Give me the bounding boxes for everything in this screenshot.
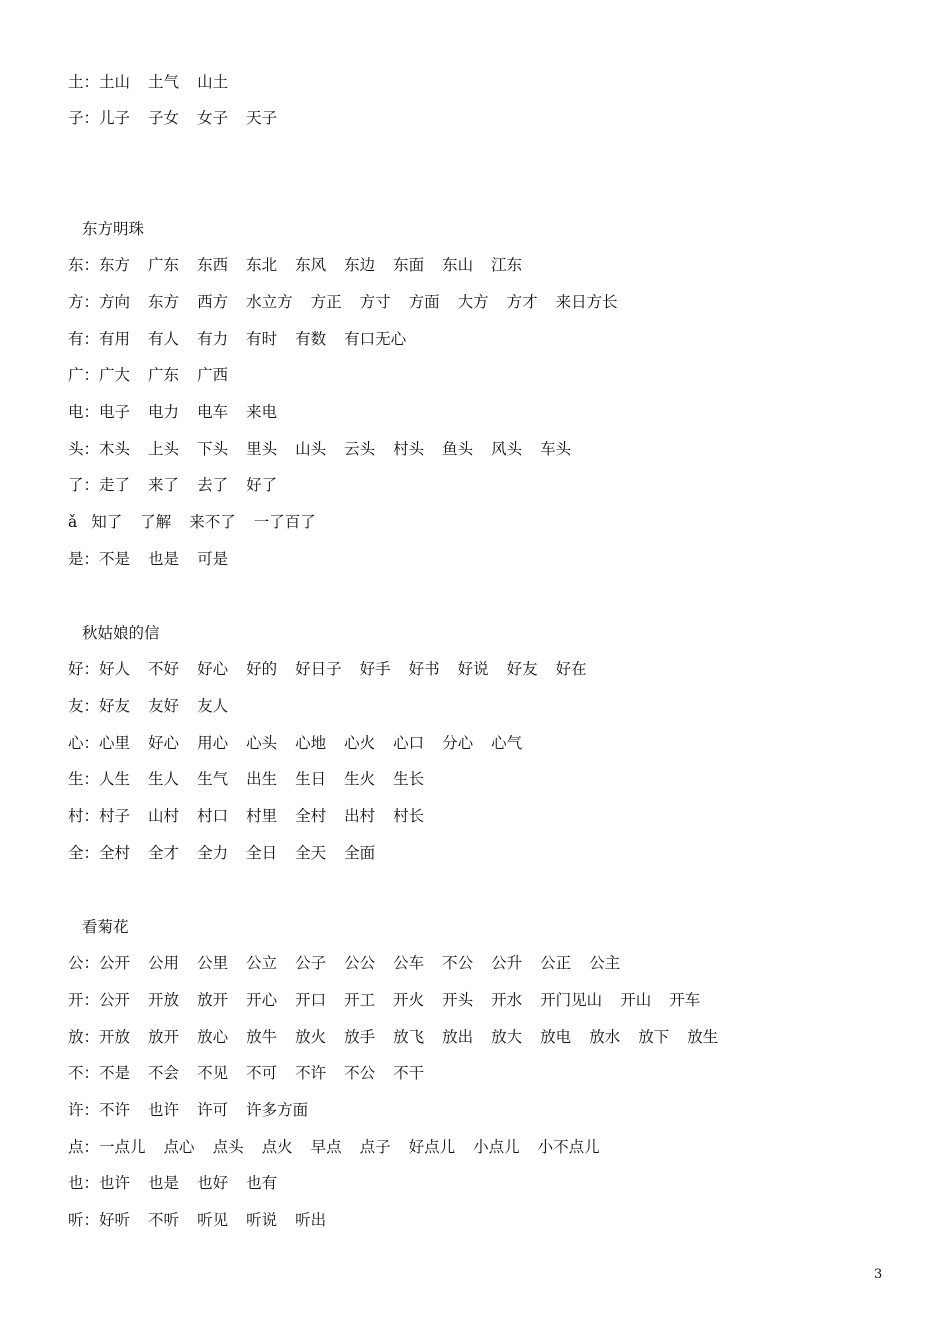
- word-item: 开放: [148, 991, 180, 1009]
- word-item: 好日子: [295, 660, 342, 678]
- entry-character: 土: [68, 73, 84, 91]
- word-item: 全面: [344, 844, 376, 862]
- word-line: [68, 988, 718, 1012]
- word-item: 来了: [148, 476, 180, 494]
- word-item: 不是: [99, 550, 131, 568]
- word-item: 心口: [393, 734, 425, 752]
- entry-character: 也: [68, 1174, 84, 1192]
- word-item: 放下: [638, 1028, 670, 1046]
- word-item: 听见: [197, 1211, 229, 1229]
- word-item: 早点: [310, 1138, 342, 1156]
- word-item: 山土: [197, 73, 229, 91]
- word-item: 全日: [246, 844, 278, 862]
- word-item: 放开: [148, 1028, 180, 1046]
- word-line: [68, 106, 295, 130]
- entry-separator: ：: [83, 954, 100, 972]
- word-item: 来日方长: [555, 293, 618, 311]
- entry-character: 心: [68, 734, 84, 752]
- word-item: 听说: [246, 1211, 278, 1229]
- word-item: 了解: [140, 513, 172, 531]
- entry-separator: ：: [83, 366, 100, 384]
- word-item: 电车: [197, 403, 229, 421]
- word-item: 广东: [148, 366, 180, 384]
- word-item: 一点儿: [99, 1138, 146, 1156]
- word-item: 开门见山: [540, 991, 603, 1009]
- word-item: 心火: [344, 734, 376, 752]
- word-item: 不是: [99, 1064, 131, 1082]
- entry-separator: ：: [83, 1101, 100, 1119]
- word-item: 全天: [295, 844, 327, 862]
- word-item: 开心: [246, 991, 278, 1009]
- entry-separator: ：: [83, 1174, 100, 1192]
- word-item: 村口: [197, 807, 229, 825]
- word-line: [68, 290, 636, 314]
- word-item: 放飞: [393, 1028, 425, 1046]
- entry-character: 广: [68, 366, 84, 384]
- word-line: [68, 841, 393, 865]
- lesson-title: 秋姑娘的信: [82, 624, 160, 642]
- word-item: 许可: [197, 1101, 229, 1119]
- word-item: 有数: [295, 330, 327, 348]
- word-item: 不好: [148, 660, 180, 678]
- word-item: 好心: [148, 734, 180, 752]
- word-item: 天子: [246, 109, 278, 127]
- word-line: [68, 253, 540, 277]
- entry-separator: ：: [83, 660, 100, 678]
- word-item: 友人: [197, 697, 229, 715]
- word-item: 东西: [197, 256, 229, 274]
- word-item: 也许: [148, 1101, 180, 1119]
- entry-character: 放: [68, 1028, 84, 1046]
- word-item: 东北: [246, 256, 278, 274]
- word-item: 分心: [442, 734, 474, 752]
- word-item: 上头: [148, 440, 180, 458]
- word-item: 全才: [148, 844, 180, 862]
- word-item: 公开: [99, 991, 131, 1009]
- word-line: [68, 731, 540, 755]
- word-item: 人生: [99, 770, 131, 788]
- word-item: 方面: [408, 293, 440, 311]
- word-item: 心头: [246, 734, 278, 752]
- word-line: [68, 510, 334, 534]
- word-item: 不许: [295, 1064, 327, 1082]
- word-item: 好手: [359, 660, 391, 678]
- entry-character: 子: [68, 109, 84, 127]
- word-item: 也好: [197, 1174, 229, 1192]
- word-item: 也是: [148, 1174, 180, 1192]
- word-item: 东方: [148, 293, 180, 311]
- word-item: 村长: [393, 807, 425, 825]
- word-item: 不许: [99, 1101, 131, 1119]
- word-item: 公开: [99, 954, 131, 972]
- word-item: 好听: [99, 1211, 131, 1229]
- word-line: [68, 804, 442, 828]
- lesson-title: 东方明珠: [82, 220, 145, 238]
- word-item: 放生: [687, 1028, 719, 1046]
- word-item: 电力: [148, 403, 180, 421]
- word-item: 江东: [491, 256, 523, 274]
- entry-separator: ：: [83, 1064, 100, 1082]
- entry-separator: ：: [83, 403, 100, 421]
- word-item: 放水: [589, 1028, 621, 1046]
- word-line: [68, 437, 589, 461]
- word-item: 儿子: [99, 109, 131, 127]
- word-item: 公子: [295, 954, 327, 972]
- word-item: 生人: [148, 770, 180, 788]
- word-item: 有时: [246, 330, 278, 348]
- word-item: 公立: [246, 954, 278, 972]
- entry-separator: ：: [83, 697, 100, 715]
- word-item: 放牛: [246, 1028, 278, 1046]
- entry-character: 点: [68, 1138, 84, 1156]
- word-item: 有人: [148, 330, 180, 348]
- word-line: [68, 951, 638, 975]
- word-line: [68, 400, 295, 424]
- entry-character: 好: [68, 660, 84, 678]
- word-item: 开口: [295, 991, 327, 1009]
- word-item: 女子: [197, 109, 229, 127]
- word-item: 开山: [620, 991, 652, 1009]
- entry-separator: ：: [83, 109, 100, 127]
- word-item: 东面: [393, 256, 425, 274]
- entry-separator: ：: [83, 330, 100, 348]
- word-item: 一了百了: [253, 513, 316, 531]
- word-item: 全力: [197, 844, 229, 862]
- word-item: 来电: [246, 403, 278, 421]
- word-item: 村头: [393, 440, 425, 458]
- word-item: 方寸: [359, 293, 391, 311]
- word-item: 鱼头: [442, 440, 474, 458]
- word-item: 听出: [295, 1211, 327, 1229]
- word-item: 出生: [246, 770, 278, 788]
- word-item: 开车: [669, 991, 701, 1009]
- word-item: 可是: [197, 550, 229, 568]
- word-item: 里头: [246, 440, 278, 458]
- entry-character: 听: [68, 1211, 84, 1229]
- word-item: 友好: [148, 697, 180, 715]
- word-item: 也是: [148, 550, 180, 568]
- word-item: 开工: [344, 991, 376, 1009]
- word-item: 木头: [99, 440, 131, 458]
- word-item: 风头: [491, 440, 523, 458]
- word-item: 生长: [393, 770, 425, 788]
- word-line: [68, 1171, 295, 1195]
- entry-character: 电: [68, 403, 84, 421]
- word-item: 不干: [393, 1064, 425, 1082]
- word-item: 去了: [197, 476, 229, 494]
- word-line: [68, 694, 246, 718]
- word-item: 放火: [295, 1028, 327, 1046]
- word-item: 不见: [197, 1064, 229, 1082]
- word-item: 公公: [344, 954, 376, 972]
- word-item: 子女: [148, 109, 180, 127]
- word-line: [68, 1025, 736, 1049]
- entry-separator: ：: [83, 256, 100, 274]
- word-item: 东方: [99, 256, 131, 274]
- entry-character: 生: [68, 770, 84, 788]
- word-item: 不听: [148, 1211, 180, 1229]
- word-item: 生气: [197, 770, 229, 788]
- word-line: [68, 70, 246, 94]
- word-item: 公用: [148, 954, 180, 972]
- word-item: 土气: [148, 73, 180, 91]
- entry-separator: ：: [83, 1211, 100, 1229]
- word-item: 不会: [148, 1064, 180, 1082]
- word-item: 云头: [344, 440, 376, 458]
- word-item: 出村: [344, 807, 376, 825]
- word-item: 方向: [99, 293, 131, 311]
- word-item: 西方: [197, 293, 229, 311]
- word-item: 有口无心: [344, 330, 407, 348]
- word-item: 好友: [99, 697, 131, 715]
- word-item: 好友: [506, 660, 538, 678]
- word-item: 公升: [491, 954, 523, 972]
- word-line: [68, 1135, 618, 1159]
- word-item: 点头: [212, 1138, 244, 1156]
- word-item: 山头: [295, 440, 327, 458]
- word-line: [68, 1061, 442, 1085]
- word-item: 生火: [344, 770, 376, 788]
- entry-character: 不: [68, 1064, 84, 1082]
- entry-character: 了: [68, 476, 84, 494]
- entry-character: 方: [68, 293, 84, 311]
- word-line: [68, 1098, 326, 1122]
- entry-separator: ：: [83, 476, 100, 494]
- entry-character: 许: [68, 1101, 84, 1119]
- word-line: [68, 363, 246, 387]
- word-item: 好在: [555, 660, 587, 678]
- word-item: 心气: [491, 734, 523, 752]
- word-item: 村里: [246, 807, 278, 825]
- word-item: 好书: [408, 660, 440, 678]
- word-item: 大方: [457, 293, 489, 311]
- word-item: 点心: [163, 1138, 195, 1156]
- entry-separator: ：: [83, 550, 100, 568]
- word-item: 心地: [295, 734, 327, 752]
- word-item: 不可: [246, 1064, 278, 1082]
- page-number: 3: [874, 1267, 883, 1282]
- word-item: 开水: [491, 991, 523, 1009]
- word-item: 用心: [197, 734, 229, 752]
- word-item: 广东: [148, 256, 180, 274]
- entry-character: 公: [68, 954, 84, 972]
- word-item: 公主: [589, 954, 621, 972]
- word-line: [68, 547, 246, 571]
- entry-separator: ：: [83, 1028, 100, 1046]
- word-item: 好点儿: [408, 1138, 456, 1156]
- word-item: 车头: [540, 440, 572, 458]
- word-item: 心里: [99, 734, 131, 752]
- entry-separator: ：: [83, 807, 100, 825]
- entry-separator: ：: [83, 844, 100, 862]
- word-item: 放手: [344, 1028, 376, 1046]
- word-item: 有力: [197, 330, 229, 348]
- entry-character: 全: [68, 844, 84, 862]
- word-item: 好人: [99, 660, 131, 678]
- word-item: 也许: [99, 1174, 131, 1192]
- word-item: 好了: [246, 476, 278, 494]
- entry-character: 东: [68, 256, 84, 274]
- entry-separator: ：: [83, 440, 100, 458]
- word-item: 东边: [344, 256, 376, 274]
- word-line: [68, 657, 605, 681]
- word-item: 好的: [246, 660, 278, 678]
- word-item: 方正: [310, 293, 342, 311]
- lesson-title: 看菊花: [82, 918, 129, 936]
- word-item: 不公: [442, 954, 474, 972]
- word-item: 水立方: [246, 293, 293, 311]
- word-item: 开头: [442, 991, 474, 1009]
- word-item: 好心: [197, 660, 229, 678]
- word-item: 放心: [197, 1028, 229, 1046]
- word-item: 全村: [99, 844, 131, 862]
- word-line: [68, 1208, 344, 1232]
- word-item: 点火: [261, 1138, 293, 1156]
- word-item: 东风: [295, 256, 327, 274]
- entry-character: 头: [68, 440, 84, 458]
- word-item: 知了: [91, 513, 123, 531]
- word-item: 放开: [197, 991, 229, 1009]
- word-item: 走了: [99, 476, 131, 494]
- word-item: 有用: [99, 330, 131, 348]
- word-item: 放出: [442, 1028, 474, 1046]
- entry-separator: ：: [83, 991, 100, 1009]
- word-line: [68, 473, 295, 497]
- word-item: 好说: [457, 660, 489, 678]
- entry-character: ǎ: [68, 513, 78, 531]
- entry-character: 友: [68, 697, 84, 715]
- word-item: 放电: [540, 1028, 572, 1046]
- word-item: 生日: [295, 770, 327, 788]
- word-item: 东山: [442, 256, 474, 274]
- word-item: 来不了: [189, 513, 236, 531]
- word-item: 小不点儿: [537, 1138, 600, 1156]
- word-item: 方才: [506, 293, 538, 311]
- word-item: 开火: [393, 991, 425, 1009]
- word-item: 也有: [246, 1174, 278, 1192]
- word-item: 山村: [148, 807, 180, 825]
- word-item: 点子: [359, 1138, 391, 1156]
- word-item: 村子: [99, 807, 131, 825]
- word-item: 下头: [197, 440, 229, 458]
- word-item: 土山: [99, 73, 131, 91]
- word-item: 开放: [99, 1028, 131, 1046]
- word-item: 公正: [540, 954, 572, 972]
- entry-separator: ：: [83, 293, 100, 311]
- word-line: [68, 327, 424, 351]
- word-item: 不公: [344, 1064, 376, 1082]
- entry-separator: ：: [83, 73, 100, 91]
- entry-character: 有: [68, 330, 84, 348]
- entry-character: 是: [68, 550, 84, 568]
- word-item: 小点儿: [473, 1138, 520, 1156]
- word-item: 广西: [197, 366, 229, 384]
- word-item: 许多方面: [246, 1101, 309, 1119]
- entry-character: 开: [68, 991, 84, 1009]
- entry-character: 村: [68, 807, 84, 825]
- entry-separator: ：: [83, 1138, 100, 1156]
- word-line: [68, 767, 442, 791]
- entry-separator: ：: [83, 734, 100, 752]
- word-item: 公里: [197, 954, 229, 972]
- word-item: 放大: [491, 1028, 523, 1046]
- word-item: 全村: [295, 807, 327, 825]
- word-item: 公车: [393, 954, 425, 972]
- word-item: 电子: [99, 403, 131, 421]
- word-item: 广大: [99, 366, 131, 384]
- entry-separator: ：: [83, 770, 100, 788]
